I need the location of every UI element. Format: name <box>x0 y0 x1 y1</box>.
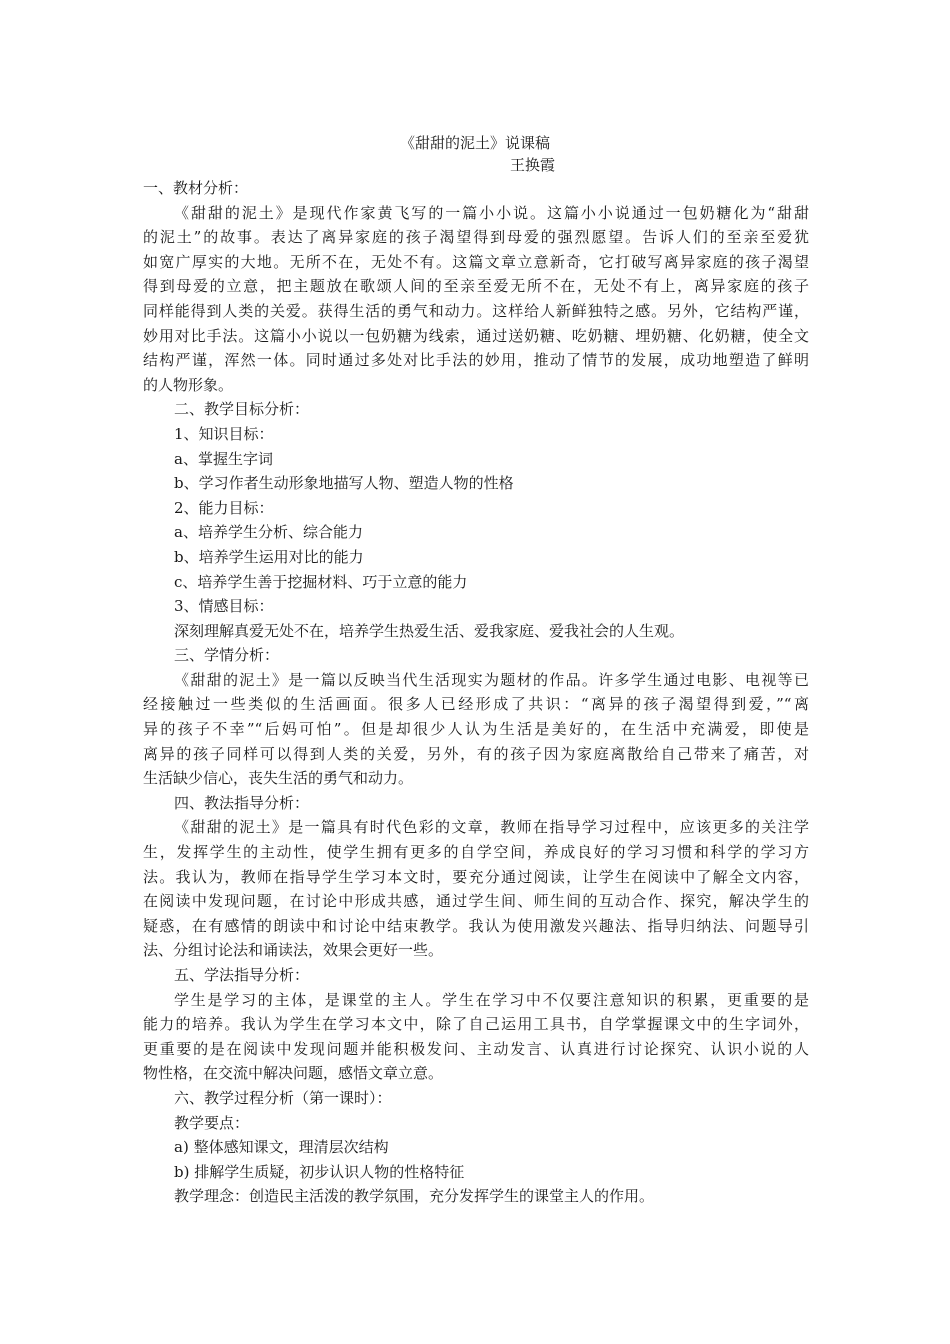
body-line: 二、教学目标分析： <box>174 400 310 419</box>
body-line: 1、知识目标： <box>174 424 274 443</box>
body-line: 生，发挥学生的主动性，使学生拥有更多的自学空间，养成良好的学习习惯和科学的学习方 <box>143 843 809 862</box>
body-line: 2、能力目标： <box>174 498 274 517</box>
body-line: 法、分组讨论法和诵读法，效果会更好一些。 <box>143 941 444 960</box>
body-line: 的人物形象。 <box>143 375 234 394</box>
body-line: 生活缺少信心，丧失生活的勇气和动力。 <box>143 769 414 788</box>
body-line: 教学理念：创造民主活泼的教学氛围，充分发挥学生的课堂主人的作用。 <box>174 1187 655 1206</box>
body-line: 《甜甜的泥土》是一篇具有时代色彩的文章，教师在指导学习过程中，应该更多的关注学 <box>174 818 809 837</box>
body-line: 离异的孩子同样可以得到人类的关爱，另外，有的孩子因为家庭离散给自己带来了痛苦，对 <box>143 744 809 763</box>
body-line: 疑惑，在有感情的朗读中和讨论中结束教学。我认为使用激发兴趣法、指导归纳法、问题导引 <box>143 916 809 935</box>
body-line: 《甜甜的泥土》是现代作家黄飞写的一篇小小说。这篇小小说通过一包奶糖化为“甜甜 <box>174 203 809 222</box>
document-author: 王换霞 <box>510 156 556 174</box>
body-line: 同样能得到人类的关爱。获得生活的勇气和动力。这样给人新鲜独特之感。另外，它结构严谨， <box>143 301 809 320</box>
body-line: a、培养学生分析、综合能力 <box>174 523 363 542</box>
body-line: 五、学法指导分析： <box>174 966 310 984</box>
body-line: 深刻理解真爱无处不在，培养学生热爱生活、爱我家庭、爱我社会的人生观。 <box>174 621 685 640</box>
body-line: 得到母爱的立意，把主题放在歌颂人间的至亲至爱无所不在，无处不有上，离异家庭的孩子 <box>143 277 809 296</box>
body-line: b) 排解学生质疑，初步认识人物的性格特征 <box>174 1162 465 1181</box>
body-line: 结构严谨，浑然一体。同时通过多处对比手法的妙用，推动了情节的发展，成功地塑造了鲜明 <box>143 351 809 370</box>
body-line: 3、情感目标： <box>174 597 274 616</box>
body-line: b、学习作者生动形象地描写人物、塑造人物的性格 <box>174 474 514 493</box>
body-line: 能力的培养。我认为学生在学习本文中，除了自己运用工具书，自学掌握课文中的生字词外， <box>143 1015 809 1034</box>
body-line: b、培养学生运用对比的能力 <box>174 547 364 566</box>
body-line: 三、学情分析： <box>174 646 280 665</box>
body-line: 如宽广厚实的大地。无所不在，无处不有。这篇文章立意新奇，它打破写离异家庭的孩子渴望 <box>143 252 809 271</box>
document-body <box>143 176 809 1209</box>
body-line: 的泥土”的故事。表达了离异家庭的孩子渴望得到母爱的强烈愿望。告诉人们的至亲至爱犹 <box>143 228 809 247</box>
body-line: 教学要点： <box>174 1113 250 1132</box>
body-line: 妙用对比手法。这篇小小说以一包奶糖为线索，通过送奶糖、吃奶糖、埋奶糖、化奶糖，使全文 <box>143 326 809 345</box>
body-line: 更重要的是在阅读中发现问题并能积极发问、主动发言、认真进行讨论探究、认识小说的人 <box>143 1039 809 1058</box>
body-line: 六、教学过程分析（第一课时）： <box>174 1088 392 1107</box>
document-title: 《甜甜的泥土》说课稿 <box>399 134 550 152</box>
body-line: 异的孩子不幸”“后妈可怕”。但是却很少人认为生活是美好的，在生活中充满爱，即使是 <box>143 720 809 739</box>
body-line: 物性格，在交流中解决问题，感悟文章立意。 <box>143 1064 444 1083</box>
body-line: 四、教法指导分析： <box>174 793 310 812</box>
body-line: a) 整体感知课文，理清层次结构 <box>174 1138 389 1157</box>
body-line: 《甜甜的泥土》是一篇以反映当代生活现实为题材的作品。许多学生通过电影、电视等已 <box>174 670 809 689</box>
body-line: 一、教材分析： <box>143 179 249 197</box>
body-line: 法。我认为，教师在指导学生学习本文时，要充分通过阅读，让学生在阅读中了解全文内容， <box>143 867 809 886</box>
body-line: a、掌握生字词 <box>174 449 273 468</box>
body-line: c、培养学生善于挖掘材料、巧于立意的能力 <box>174 572 468 591</box>
body-line: 在阅读中发现问题，在讨论中形成共感，通过学生间、师生间的互动合作、探究，解决学生的 <box>143 892 809 911</box>
body-line: 经接触过一些类似的生活画面。很多人已经形成了共识：“离异的孩子渴望得到爱，”“离 <box>143 695 809 714</box>
body-line: 学生是学习的主体，是课堂的主人。学生在学习中不仅要注意知识的积累，更重要的是 <box>174 990 809 1009</box>
